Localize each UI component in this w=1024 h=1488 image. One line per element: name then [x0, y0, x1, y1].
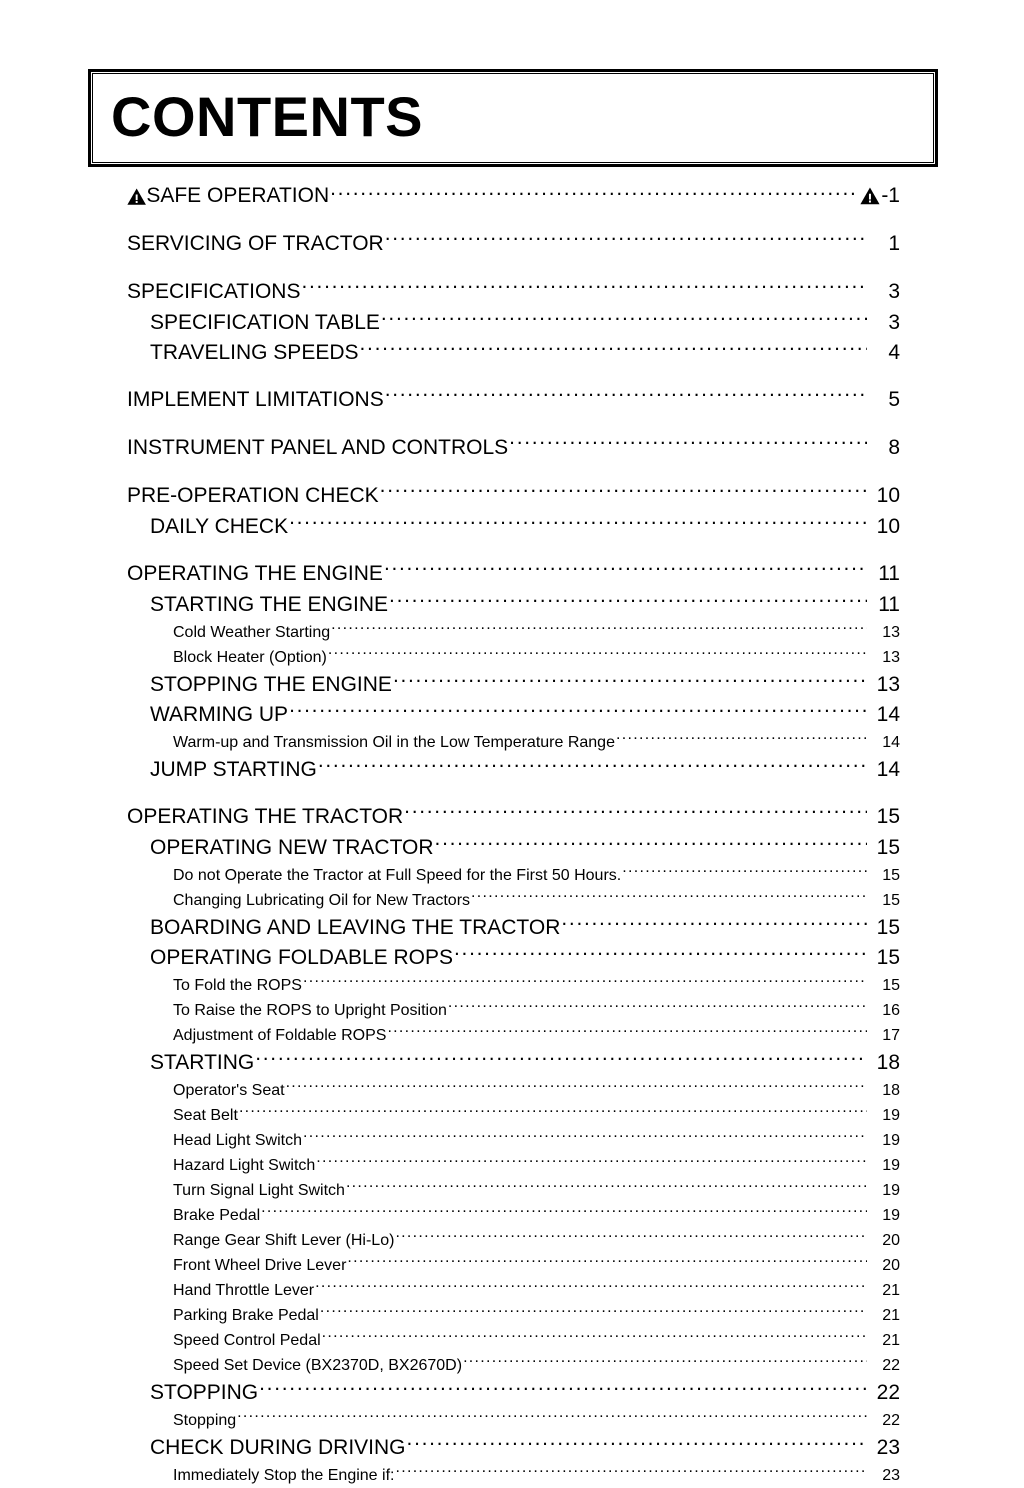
toc-entry-label-text: STOPPING	[150, 1381, 259, 1405]
toc-entry-page-number-text: 15	[876, 946, 900, 970]
toc-entry-page-number	[868, 1178, 900, 1203]
toc-entry-label	[173, 973, 302, 998]
dot-leader	[255, 1048, 867, 1069]
dot-leader	[303, 974, 867, 990]
toc-entry-label	[127, 228, 384, 260]
toc-entry-page-number-text: 22	[876, 1381, 900, 1405]
toc-entry-page-number	[868, 1048, 900, 1078]
toc-entry-label	[173, 1328, 321, 1353]
toc-entry[interactable]	[0, 913, 1024, 943]
toc-entry[interactable]	[0, 1353, 1024, 1378]
toc-entry-page-number	[868, 384, 900, 416]
toc-entry-page-number	[868, 1078, 900, 1103]
toc-entry-page-number-text: 16	[882, 1002, 900, 1020]
toc-entry-label	[127, 180, 329, 212]
toc-entry[interactable]	[0, 1378, 1024, 1408]
toc-entry-label	[173, 888, 470, 913]
toc-entry[interactable]	[0, 180, 1024, 212]
dot-leader	[289, 512, 867, 533]
toc-entry-page-number-text: 13	[882, 624, 900, 642]
toc-entry-label-text: DAILY CHECK	[150, 515, 289, 539]
toc-entry-label-text: PRE-OPERATION CHECK	[127, 484, 379, 508]
toc-entry[interactable]	[0, 1128, 1024, 1153]
toc-entry[interactable]	[0, 338, 1024, 368]
toc-entry-label	[127, 276, 300, 308]
toc-entry-page-number	[868, 1408, 900, 1433]
toc-entry-page-number	[868, 1328, 900, 1353]
toc-entry-label-text: Stopping	[173, 1412, 237, 1430]
toc-entry-label	[173, 1078, 285, 1103]
toc-entry-page-number-text: 23	[882, 1467, 900, 1485]
toc-entry-label-text: Immediately Stop the Engine if:	[173, 1467, 395, 1485]
toc-entry[interactable]	[0, 1048, 1024, 1078]
toc-entry-page-number-text: 22	[882, 1412, 900, 1430]
toc-entry-label-text: WARMING UP	[150, 703, 289, 727]
dot-leader	[322, 1329, 867, 1345]
toc-entry[interactable]	[0, 1328, 1024, 1353]
toc-entry[interactable]	[0, 801, 1024, 833]
toc-entry-label-text: Brake Pedal	[173, 1207, 261, 1225]
toc-entry[interactable]	[0, 998, 1024, 1023]
toc-entry-page-number-text: 10	[876, 515, 900, 539]
toc-entry-label-text: Parking Brake Pedal	[173, 1307, 319, 1325]
toc-entry-label	[150, 308, 380, 338]
toc-entry-page-number	[868, 1128, 900, 1153]
dot-leader	[261, 1204, 867, 1220]
toc-entry-label-text: STOPPING THE ENGINE	[150, 673, 392, 697]
toc-entry-label-text: Hazard Light Switch	[173, 1157, 316, 1175]
toc-entry-page-number-text: 17	[882, 1027, 900, 1045]
toc-entry[interactable]	[0, 1278, 1024, 1303]
toc-entry-label	[173, 1278, 314, 1303]
toc-entry[interactable]	[0, 645, 1024, 670]
toc-entry[interactable]	[0, 755, 1024, 785]
dot-leader	[471, 889, 867, 905]
dot-leader	[346, 1179, 867, 1195]
toc-entry-label	[173, 1178, 345, 1203]
toc-entry-page-number	[868, 620, 900, 645]
toc-entry[interactable]	[0, 432, 1024, 464]
toc-entry-page-number	[868, 730, 900, 755]
toc-entry-label	[173, 1128, 302, 1153]
toc-entry-page-number-text: 23	[876, 1436, 900, 1460]
toc-entry-label	[127, 384, 384, 416]
toc-entry-label-text: Cold Weather Starting	[173, 624, 331, 642]
dot-leader	[395, 1464, 867, 1480]
toc-entry-page-number-text: 15	[882, 867, 900, 885]
warning-triangle-icon	[127, 188, 146, 205]
toc-entry-page-number-text: 18	[876, 1051, 900, 1075]
toc-entry-label-text: To Fold the ROPS	[173, 977, 302, 995]
toc-entry[interactable]	[0, 228, 1024, 260]
dot-leader	[561, 913, 867, 934]
toc-entry-page-number	[858, 180, 900, 212]
dot-leader	[381, 308, 867, 329]
toc-entry-label-text: Speed Set Device (BX2370D, BX2670D)	[173, 1357, 463, 1375]
toc-entry-label	[127, 432, 508, 464]
toc-entry[interactable]	[0, 1078, 1024, 1103]
dot-leader	[395, 1229, 867, 1245]
dot-leader	[384, 559, 867, 580]
toc-entry-label	[127, 801, 403, 833]
toc-entry[interactable]	[0, 276, 1024, 308]
toc-entry-page-number	[868, 1228, 900, 1253]
toc-entry-page-number-text: 19	[882, 1132, 900, 1150]
toc-entry-label-text: TRAVELING SPEEDS	[150, 341, 359, 365]
toc-entry[interactable]	[0, 308, 1024, 338]
toc-entry-page-number	[868, 338, 900, 368]
toc-entry-page-number-text: 4	[888, 341, 900, 365]
toc-entry-page-number	[868, 645, 900, 670]
toc-entry-page-number	[868, 558, 900, 590]
toc-entry-label-text: OPERATING NEW TRACTOR	[150, 836, 434, 860]
toc-entry-label-text: SPECIFICATIONS	[127, 280, 301, 304]
dot-leader	[320, 1304, 867, 1320]
toc-entry-page-number-text: 11	[878, 562, 900, 586]
toc-entry-label-text: Block Heater (Option)	[173, 649, 327, 667]
dot-leader	[303, 1129, 867, 1145]
toc-entry-page-number	[868, 670, 900, 700]
toc-entry[interactable]	[0, 973, 1024, 998]
toc-entry[interactable]	[0, 620, 1024, 645]
toc-entry[interactable]	[0, 730, 1024, 755]
warning-triangle-icon	[860, 187, 880, 205]
toc-entry[interactable]	[0, 512, 1024, 542]
table-of-contents	[0, 180, 1024, 1488]
toc-entry-label-text: Adjustment of Foldable ROPS	[173, 1027, 387, 1045]
toc-entry-label	[173, 1228, 394, 1253]
toc-entry-page-number-text: 19	[882, 1207, 900, 1225]
toc-entry[interactable]	[0, 1253, 1024, 1278]
toc-entry-page-number-text: 15	[876, 916, 900, 940]
dot-leader	[463, 1354, 867, 1370]
toc-entry-label-text: JUMP STARTING	[150, 758, 317, 782]
toc-entry-page-number	[868, 1253, 900, 1278]
dot-leader	[454, 943, 867, 964]
toc-entry[interactable]	[0, 1463, 1024, 1488]
toc-entry[interactable]	[0, 670, 1024, 700]
toc-entry-label	[173, 998, 447, 1023]
toc-entry-label	[150, 590, 388, 620]
toc-entry-page-number-text: 21	[882, 1307, 900, 1325]
dot-leader	[237, 1409, 867, 1425]
toc-entry-label	[173, 645, 327, 670]
toc-entry-page-number	[868, 1103, 900, 1128]
toc-entry-page-number-text: 14	[882, 734, 900, 752]
toc-entry-page-number	[868, 943, 900, 973]
toc-entry[interactable]	[0, 1408, 1024, 1433]
toc-entry-page-number-text: 15	[876, 805, 900, 829]
toc-entry-label-text: OPERATING THE ENGINE	[127, 562, 383, 586]
dot-leader	[239, 1104, 867, 1120]
toc-entry-label	[127, 480, 379, 512]
toc-entry-label	[150, 1378, 258, 1408]
dot-leader	[380, 481, 867, 502]
toc-entry[interactable]	[0, 1228, 1024, 1253]
contents-title-box	[88, 69, 938, 167]
toc-entry[interactable]	[0, 590, 1024, 620]
toc-entry-page-number	[868, 700, 900, 730]
toc-entry-label-text: Hand Throttle Lever	[173, 1282, 315, 1300]
toc-entry-page-number	[868, 1278, 900, 1303]
toc-entry-label-text: SPECIFICATION TABLE	[150, 311, 380, 335]
toc-entry-label	[173, 863, 621, 888]
toc-entry-label	[173, 730, 615, 755]
toc-entry-page-number	[868, 888, 900, 913]
dot-leader	[509, 433, 867, 454]
toc-entry[interactable]	[0, 943, 1024, 973]
dot-leader	[448, 999, 867, 1015]
toc-entry-page-number-text: 22	[882, 1357, 900, 1375]
toc-entry-label	[127, 558, 383, 590]
toc-entry-label-text: STARTING THE ENGINE	[150, 593, 389, 617]
toc-entry-page-number-text: -1	[881, 184, 900, 207]
toc-entry-label	[173, 1408, 236, 1433]
toc-entry-page-number-text: 19	[882, 1157, 900, 1175]
toc-entry-label	[173, 1463, 394, 1488]
toc-entry-label	[150, 1048, 254, 1078]
dot-leader	[331, 621, 867, 637]
toc-entry-label-text: BOARDING AND LEAVING THE TRACTOR	[150, 916, 561, 940]
dot-leader	[435, 833, 867, 854]
toc-entry-label-text: Turn Signal Light Switch	[173, 1182, 345, 1200]
dot-leader	[286, 1079, 867, 1095]
toc-entry-page-number	[868, 863, 900, 888]
toc-entry-page-number	[868, 1463, 900, 1488]
toc-entry-page-number-text: 13	[876, 673, 900, 697]
toc-entry-label	[150, 755, 317, 785]
toc-entry-label	[150, 913, 560, 943]
toc-entry-label	[150, 512, 288, 542]
toc-entry[interactable]	[0, 888, 1024, 913]
toc-entry-page-number-text: 20	[882, 1232, 900, 1250]
toc-entry-page-number-text: 14	[876, 703, 900, 727]
toc-entry-page-number-text: 3	[888, 280, 900, 304]
toc-entry-page-number	[868, 833, 900, 863]
toc-entry-label	[150, 670, 392, 700]
toc-entry-page-number-text: 19	[882, 1182, 900, 1200]
toc-entry-label-text: To Raise the ROPS to Upright Position	[173, 1002, 447, 1020]
toc-entry-label-text: Do not Operate the Tractor at Full Speed for the First 50 Hours.	[173, 867, 622, 885]
toc-entry-label	[150, 1433, 406, 1463]
dot-leader	[622, 864, 867, 880]
toc-entry-label	[173, 1353, 462, 1378]
toc-entry-page-number-text: 21	[882, 1332, 900, 1350]
toc-entry-label-text: Speed Control Pedal	[173, 1332, 321, 1350]
toc-entry-page-number	[868, 276, 900, 308]
toc-entry-page-number-text: 15	[882, 977, 900, 995]
toc-entry-page-number	[868, 228, 900, 260]
toc-entry-label-text: Head Light Switch	[173, 1132, 302, 1150]
toc-entry-label-text: Front Wheel Drive Lever	[173, 1257, 347, 1275]
toc-entry-page-number	[868, 801, 900, 833]
dot-leader	[315, 1279, 867, 1295]
toc-entry-label-text: Operator's Seat	[173, 1082, 285, 1100]
dot-leader	[407, 1433, 867, 1454]
toc-entry[interactable]	[0, 1303, 1024, 1328]
toc-entry-page-number-text: 10	[876, 484, 900, 508]
toc-entry-page-number	[868, 590, 900, 620]
toc-entry[interactable]	[0, 1023, 1024, 1048]
toc-entry-label	[173, 1103, 238, 1128]
toc-entry-page-number-text: 11	[878, 593, 900, 617]
dot-leader	[385, 385, 867, 406]
toc-entry-label	[150, 338, 359, 368]
dot-leader	[301, 277, 867, 298]
toc-entry-label-text: OPERATING FOLDABLE ROPS	[150, 946, 454, 970]
toc-entry-label-text: OPERATING THE TRACTOR	[127, 805, 404, 829]
toc-entry-page-number-text: 8	[888, 436, 900, 460]
toc-entry-label	[173, 1153, 315, 1178]
toc-entry-page-number	[868, 1378, 900, 1408]
toc-entry-label-text: Changing Lubricating Oil for New Tractors	[173, 892, 471, 910]
dot-leader	[328, 646, 867, 662]
toc-entry-page-number	[868, 913, 900, 943]
toc-entry-label	[173, 620, 330, 645]
toc-entry-page-number-text: 20	[882, 1257, 900, 1275]
toc-entry[interactable]	[0, 1433, 1024, 1463]
toc-entry[interactable]	[0, 700, 1024, 730]
toc-entry-label-text: IMPLEMENT LIMITATIONS	[127, 388, 384, 412]
toc-entry-label	[173, 1303, 319, 1328]
dot-leader	[404, 802, 867, 823]
dot-leader	[347, 1254, 867, 1270]
toc-entry-label	[173, 1203, 260, 1228]
toc-entry-page-number	[868, 432, 900, 464]
toc-entry-label-text: CHECK DURING DRIVING	[150, 1436, 406, 1460]
toc-entry-page-number	[868, 1303, 900, 1328]
toc-entry-page-number-text: 21	[882, 1282, 900, 1300]
toc-entry-label-text: Seat Belt	[173, 1107, 238, 1125]
toc-entry-label-text: Warm-up and Transmission Oil in the Low Temperature Range	[173, 734, 615, 752]
toc-entry-page-number	[868, 1433, 900, 1463]
toc-entry-page-number	[868, 480, 900, 512]
toc-entry-page-number-text: 1	[888, 232, 900, 256]
toc-entry-label-text: SERVICING OF TRACTOR	[127, 232, 384, 256]
toc-entry-label	[150, 943, 453, 973]
toc-entry-label-text: STARTING	[150, 1051, 255, 1075]
toc-entry-page-number-text: 19	[882, 1107, 900, 1125]
toc-entry[interactable]	[0, 480, 1024, 512]
toc-entry[interactable]	[0, 1103, 1024, 1128]
toc-entry-label	[173, 1023, 386, 1048]
toc-entry-label-text: Range Gear Shift Lever (Hi-Lo)	[173, 1232, 395, 1250]
dot-leader	[289, 700, 867, 721]
page-title: CONTENTS	[111, 85, 423, 148]
toc-entry-page-number-text: 15	[876, 836, 900, 860]
toc-entry[interactable]	[0, 384, 1024, 416]
dot-leader	[387, 1024, 867, 1040]
toc-entry-page-number-text: 5	[888, 388, 900, 412]
toc-entry-page-number-text: 18	[882, 1082, 900, 1100]
toc-entry-label	[173, 1253, 346, 1278]
toc-entry-page-number-text: 13	[882, 649, 900, 667]
toc-entry-page-number	[868, 1203, 900, 1228]
toc-entry-page-number	[868, 973, 900, 998]
toc-entry-page-number	[868, 1153, 900, 1178]
toc-entry-label-text: SAFE OPERATION	[146, 184, 330, 208]
dot-leader	[385, 229, 867, 250]
toc-entry-page-number-text: 3	[888, 311, 900, 335]
toc-entry-page-number	[868, 998, 900, 1023]
toc-entry-label	[150, 833, 434, 863]
toc-entry[interactable]	[0, 1178, 1024, 1203]
toc-entry-label-text: INSTRUMENT PANEL AND CONTROLS	[127, 436, 509, 460]
dot-leader	[316, 1154, 867, 1170]
dot-leader	[389, 590, 867, 611]
toc-entry[interactable]	[0, 863, 1024, 888]
toc-entry-page-number	[868, 1353, 900, 1378]
dot-leader	[360, 338, 867, 359]
toc-entry[interactable]	[0, 1203, 1024, 1228]
toc-entry-page-number	[868, 755, 900, 785]
toc-entry-page-number	[868, 1023, 900, 1048]
dot-leader	[393, 670, 867, 691]
dot-leader	[616, 731, 867, 747]
toc-entry-page-number-text: 14	[876, 758, 900, 782]
toc-entry-page-number-text: 15	[882, 892, 900, 910]
toc-entry-page-number	[868, 308, 900, 338]
toc-entry[interactable]	[0, 558, 1024, 590]
toc-entry[interactable]	[0, 1153, 1024, 1178]
toc-entry[interactable]	[0, 833, 1024, 863]
toc-entry-page-number	[868, 512, 900, 542]
dot-leader	[330, 184, 857, 205]
dot-leader	[318, 755, 867, 776]
dot-leader	[259, 1378, 867, 1399]
toc-entry-label	[150, 700, 288, 730]
